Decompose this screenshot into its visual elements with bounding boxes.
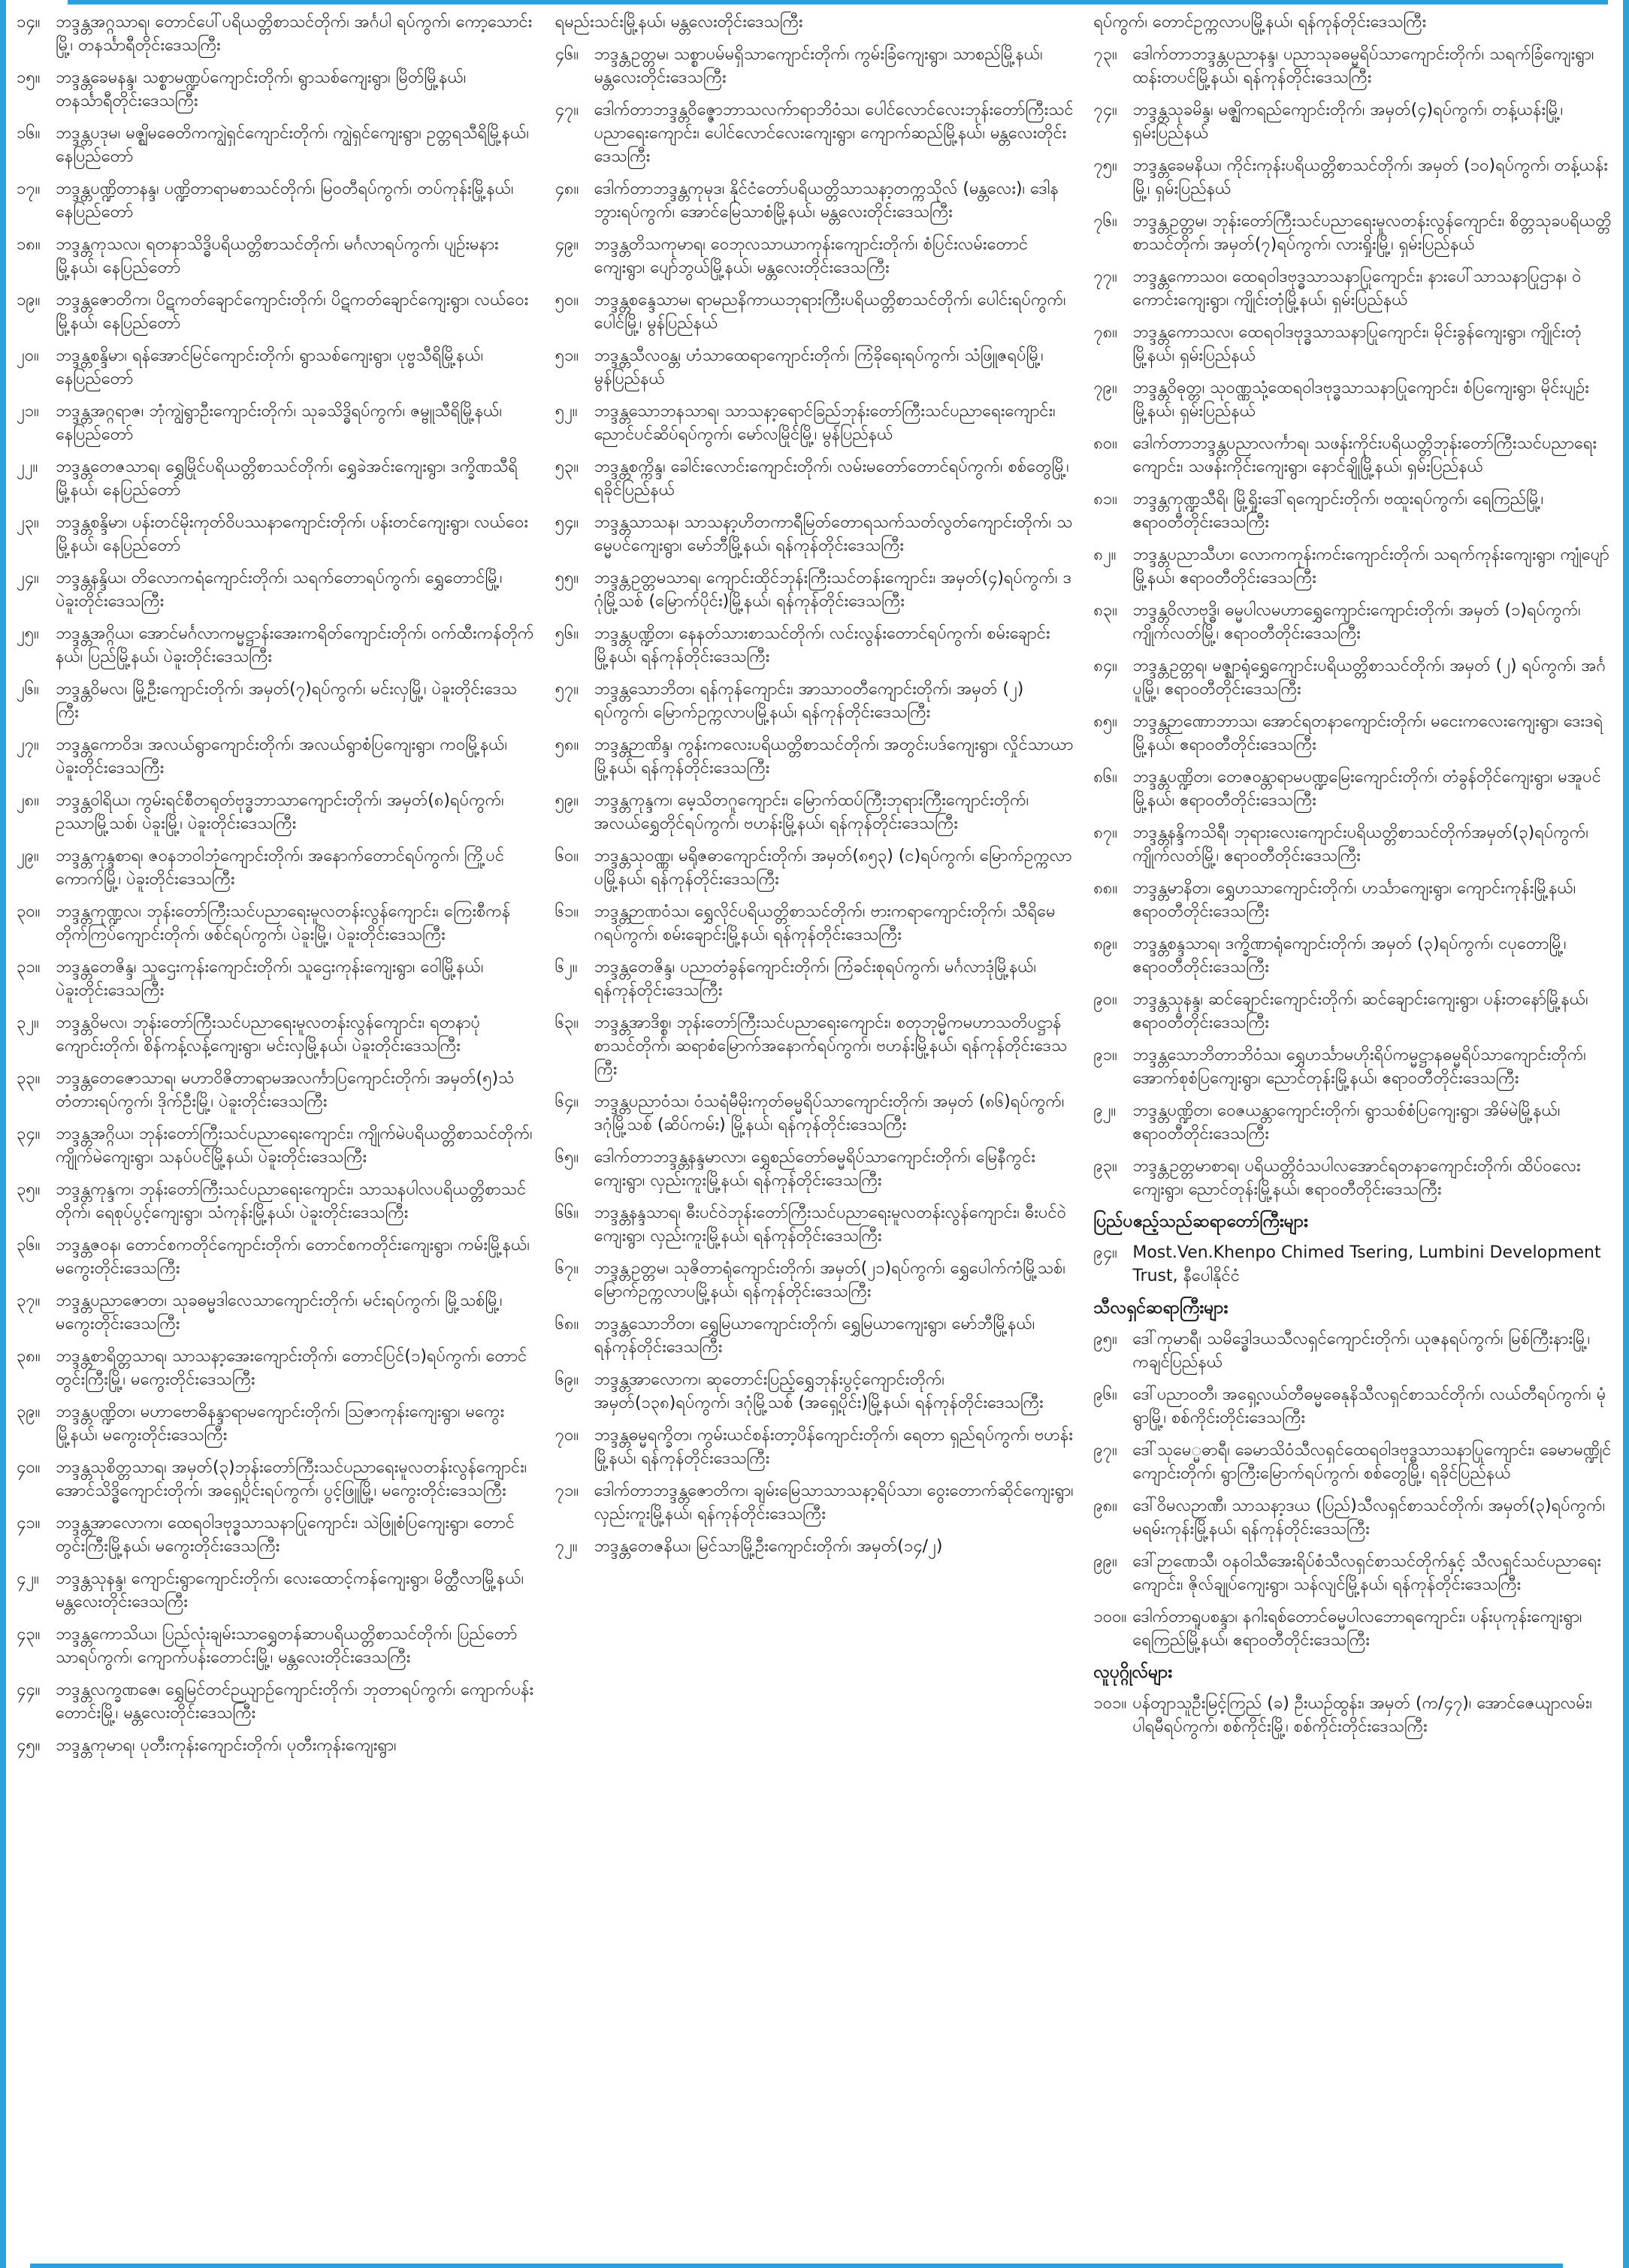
list-item [555, 344, 1074, 391]
list-item [555, 1368, 1074, 1415]
entry-text: ဘဒ္ဒန္တဇောတိက၊ ပိဋကတ်ချောင်ကျောင်းတိုက်၊ ပိဋကတ်ချောင်ကျေးရွာ၊ လယ်ဝေးမြို့နယ်၊ နေပြည်တော် [56, 291, 529, 333]
entry-number: ၈၄။ [1093, 657, 1117, 675]
entry-text: ဘဒ္ဒန္တဉာဏောဘာသ၊ အောင်ရတနာကျောင်းတိုက်၊ မငေးကလေးကျေးရွာ၊ ဒေးဒရဲမြို့နယ်၊ ဧရာဝတီတိုင်းဒေသကြီး [1132, 712, 1603, 754]
entry-number: ၅၇။ [555, 680, 579, 699]
list-item [1093, 1099, 1612, 1146]
entry-number: ၈၈။ [1093, 879, 1118, 898]
entry-text: ဘဒ္ဒန္တဥတ္တရ၊ မဇ္ဈာရုံရွှေကျောင်းပရိယတ္တိစာသင်တိုက်၊ အမှတ် (၂) ရပ်ကွက်၊ အင်္ဂပူမြို့၊ ဧရာဝတီတိုင်းဒေသကြီး [1132, 657, 1606, 699]
entry-number: ၂၁။ [17, 402, 39, 421]
entry-text: ဒေါ်ပညာဝတီ၊ အရှေ့လယ်တီဓမ္မဓေနုနိသီလရှင်စာသင်တိုက်၊ လယ်တီရပ်ကွက်၊ မုံရွာမြို့၊ စစ်ကိုင်းတိုင်းဒေသကြီး [1132, 1385, 1606, 1427]
list-item [1093, 988, 1612, 1034]
entry-text: ဒေါ်သုမေ္မဓာရီ၊ ခေမာသိဝံသီလရှင်ထေရဝါဒဗုဒ္ဓသာသနာပြုကျောင်း၊ ခေမာမဏ္ဍိုင်ကျောင်းတိုက်၊ ရွာကြီးမြောက်ရပ်ကွက်၊ စစ်တွေမြို့၊ ရခိုင်ပြည်နယ် [1132, 1441, 1612, 1483]
list-item [17, 956, 536, 1002]
list-item [1093, 766, 1612, 812]
list-item [555, 1201, 1074, 1248]
list-item [17, 1456, 536, 1502]
entry-text: Most.Ven.Khenpo Chimed Tsering, Lumbini Development Trust, နီပေါနိုင်ငံ [1132, 1243, 1601, 1285]
entry-text: ဒေါက်တာဘဒ္ဒန္တဇောတိက၊ ချမ်းမြေသာသာသနာ့ရိပ်သာ၊ ဝွေးတောက်ဆိုင်ကျေးရွာ၊ လှည်းကူးမြို့နယ်၊ ရန်ကုန်တိုင်းဒေသကြီး [594, 1481, 1074, 1524]
list-item [1093, 1494, 1612, 1541]
list-item [17, 400, 536, 446]
entry-number: ၆၄။ [555, 1092, 579, 1111]
entry-text: ဘဒ္ဒန္တတေဇိန္ဒ၊ သူဌေးကုန်းကျောင်းတိုက်၊ သူဌေးကုန်းကျေးရွာ၊ ဝေါမြို့နယ်၊ ပဲခူးတိုင်းဒေသကြီး [56, 958, 484, 1000]
entry-number: ၃၆။ [17, 1236, 41, 1255]
list-item [17, 1734, 536, 1757]
entry-text: ဘဒ္ဒန္တသုနန္ဒ၊ ကျောင်းရွာကျောင်းတိုက်၊ လေးထောင့်ကန်ကျေးရွာ၊ မိတ္ထီလာမြို့နယ်၊ မန္တလေးတိုင်းဒေသကြီး [56, 1569, 524, 1611]
list-item [555, 511, 1074, 557]
entry-text: ဘဒ္ဒန္တသီလဝန္တ၊ ဟံသာထေရာကျောင်းတိုက်၊ ကြံခိုရေးရပ်ကွက်၊ သံဖြူဇရပ်မြို့၊ မွန်ပြည်နယ် [594, 346, 1044, 388]
list-item [17, 789, 536, 835]
entry-number: ၃၈။ [17, 1347, 41, 1366]
entry-text: ဘဒ္ဒန္တသောဘနသာရ၊ သာသနာ့ရောင်ခြည်ဘုန်းတော်ကြီးသင်ပညာရေးကျောင်း၊ ညောင်ပင်ဆိပ်ရပ်ကွက်၊ မော်လမြိုင်မြို့၊ မွန်ပြည်နယ် [594, 402, 1056, 444]
entry-number: ၂၅။ [17, 624, 39, 643]
entry-number: ၅၅။ [555, 569, 579, 587]
entry-number: ၉၅။ [1093, 1330, 1117, 1348]
list-item [1093, 432, 1612, 479]
list-item [1093, 1043, 1612, 1090]
entry-text: ဘဒ္ဒန္တပဏ္ဍိတ၊ မဟာဗောဓိနန္ဒာရာမကျောင်းတိုက်၊ ဩဇာကုန်းကျေးရွာ၊ မကွေးမြို့နယ်၊ မကွေးတိုင်းဒေသကြီး [56, 1403, 505, 1445]
entry-text: ဘဒ္ဒန္တအဂ္ဂရာဇ၊ ဘုံကျွဲရွာဦးကျောင်းတိုက်၊ သုခသိဒ္ဓိရပ်ကွက်၊ ဇမ္ဗူသီရိမြို့နယ်၊ နေပြည်တော် [56, 402, 503, 444]
list-item [1093, 1550, 1612, 1596]
entry-number: ၆၉။ [555, 1370, 579, 1389]
entry-number: ၁၇။ [17, 180, 41, 198]
entry-text: ဘဒ္ဒန္တပညာဇောတ၊ သုခဓမ္မဒါလေသာကျောင်းတိုက်၊ မင်းရပ်ကွက်၊ မြို့သစ်မြို့၊ မကွေးတိုင်းဒေသကြီး [56, 1291, 503, 1333]
list-item [17, 1289, 536, 1336]
entry-text: ဘဒ္ဒန္တတေဇနိယ၊ မြင်သာမြို့ဦးကျောင်းတိုက်၊ အမှတ်(၁၄/၂) [594, 1537, 943, 1556]
list-item [555, 1257, 1074, 1303]
list-item [555, 400, 1074, 446]
entry-number: ၂၉။ [17, 847, 39, 865]
list-item [1093, 1241, 1612, 1288]
list-item [1093, 488, 1612, 534]
entry-number: ၅၀။ [555, 291, 579, 310]
entry-text: ဘဒ္ဒန္တကောသဝ၊ ထေရဝါဒဗုဒ္ဓသာသနာပြုကျောင်း၊ နားပေါ်သာသနာပြုဌာန၊ ဝဲကောင်းကျေးရွာ၊ ကျိုင်းတုံမြို့နယ်၊ ရှမ်းပြည်နယ် [1132, 267, 1582, 310]
entry-text: ဒေါက်တာဘဒ္ဒန္တကုမုဒ၊ နိုင်ငံတော်ပရိယတ္တိသာသနာ့တက္ကသိုလ် (မန္တလေး)၊ ဒေါနဘွားရပ်ကွက်၊ အောင်မြေသာစံမြို့နယ်၊ မန္တလေးတိုင်းဒေသကြီး [594, 180, 1059, 222]
frame-left-border [0, 0, 6, 2268]
entry-number: ၆၆။ [555, 1203, 579, 1222]
entry-text: ဘဒ္ဒန္တပညာသီဟ၊ လောကကုန်းကင်းကျောင်းတိုက်၊ သရက်ကုန်းကျေးရွာ၊ ကျုံပျော်မြို့နယ်၊ ဧရာဝတီတိုင်းဒေသကြီး [1132, 545, 1609, 587]
entry-number: ၅၆။ [555, 624, 579, 643]
list-item [17, 455, 536, 502]
entry-number: ၈၅။ [1093, 712, 1117, 731]
list-item [17, 622, 536, 669]
entry-number: ၆၈။ [555, 1315, 579, 1333]
entry-text: ဘဒ္ဒန္တဥတ္တမသာရ၊ ကျောင်းထိုင်ဘုန်းကြီးသင်တန်းကျောင်း၊ အမှတ်(၄)ရပ်ကွက်၊ ဒဂုံမြို့သစ် (မြောက်ပိုင်း)မြို့နယ်၊ ရန်ကုန်တိုင်းဒေသကြီး [594, 569, 1072, 611]
entry-number: ၆၅။ [555, 1148, 579, 1167]
list-item [1093, 710, 1612, 757]
list-item [1093, 877, 1612, 923]
list-item [17, 566, 536, 613]
entry-text: ဘဒ္ဒန္တတေဇိန္ဒ၊ ပညာတံခွန်ကျောင်းတိုက်၊ ကြံခင်းစုရပ်ကွက်၊ မင်္ဂလာဒုံမြို့နယ်၊ ရန်ကုန်တိုင်းဒေသကြီး [594, 958, 1037, 1000]
entry-text: ဘဒ္ဒန္တကုဏ္ဍသီရိ၊ မြို့ရှိုးဒေါ်ရကျောင်းတိုက်၊ ဗထူးရပ်ကွက်၊ ရေကြည်မြို့၊ ဧရာဝတီတိုင်းဒေသကြီး [1132, 490, 1544, 532]
entry-text: ဒေါက်တာရူပစန္ဒာ၊ နဂါးရစ်တောင်ဓမ္မပါလဘောရကျောင်း၊ ပန်းပုကုန်းကျေးရွာ၊ ရေကြည်မြို့နယ်၊ ဧရာဝတီတိုင်းဒေသကြီး [1132, 1608, 1582, 1650]
list-item [17, 233, 536, 279]
list-item [1093, 1383, 1612, 1430]
list-item [1093, 98, 1612, 145]
entry-number: ၉၄။ [1093, 1243, 1117, 1262]
entry-number: ၄၆။ [555, 45, 579, 64]
entry-text: ဘဒ္ဒန္တအာဒိစ္စ၊ ဘုန်းတော်ကြီးသင်ပညာရေးကျောင်း၊ စတုဘုမ္မိကမဟာသတိပဋ္ဌာန်စာသင်တိုက်၊ ဆရာစံမြောက်အနောက်ရပ်ကွက်၊ ဗဟန်းမြို့နယ်၊ ရန်ကုန်တိုင်းဒေသကြီး [594, 1013, 1068, 1079]
list-item [555, 233, 1074, 279]
entry-text: ဒေါက်တာဘဒ္ဒန္တနန္ဒမာလာ၊ ရွှေစည်တော်ဓမ္မရိပ်သာကျောင်းတိုက်၊ မြေနီကွင်းကျေးရွာ၊ လှည်းကူးမြို့နယ်၊ ရန်ကုန်တိုင်းဒေသကြီး [594, 1148, 1035, 1190]
list-item [555, 288, 1074, 335]
entry-text: ဒေါ်ဉာဏေသီ၊ ဝနဝါသီအေးရိပ်စံသီလရှင်စာသင်တိုက်နှင့် သီလရှင်သင်ပညာရေးကျောင်း၊ ဇိုလ်ချုပ်ကျေးရွာ၊ သန်လျင်မြို့နယ်၊ ရန်ကုန်တိုင်းဒေသကြီး [1132, 1552, 1601, 1594]
list-item [17, 1567, 536, 1614]
entry-text: ဘဒ္ဒန္တသုနန္ဒ၊ ဆင်ချောင်းကျောင်းတိုက်၊ ဆင်ချောင်းကျေးရွာ၊ ပန်းတနော်မြို့နယ်၊ ဧရာဝတီတိုင်းဒေသကြီး [1132, 990, 1588, 1032]
frame-bottom-border [30, 2263, 1563, 2268]
entry-number: ၄၉။ [555, 235, 579, 254]
entry-text: ဘဒ္ဒန္တကုန္ဒက၊ ဘုန်းတော်ကြီးသင်ပညာရေးကျောင်း၊ သာသနပါလပရိယတ္တိစာသင်တိုက်၊ ရေစုပ်ပွင့်ကျေးရွာ၊ သံကုန်းမြို့နယ်၊ ပဲခူးတိုင်းဒေသကြီး [56, 1180, 527, 1222]
entry-number: ၃၇။ [17, 1291, 41, 1310]
entry-text: ဘဒ္ဒန္တမာနိတ၊ ရွှေဟသာကျောင်းတိုက်၊ ဟင်္သာကျေးရွာ၊ ကျောင်းကုန်းမြို့နယ်၊ ဧရာဝတီတိုင်းဒေသကြီး [1132, 879, 1576, 921]
entry-text: ဘဒ္ဒန္တဥတ္တမ၊ သစ္စာပမ်မရှိသာကျောင်းတိုက်၊ ကွမ်းခြံကျေးရွာ၊ သာစည်မြို့နယ်၊ မန္တလေးတိုင်းဒေသကြီး [594, 45, 1043, 87]
entry-number: ၁၀၀။ [1093, 1608, 1127, 1626]
entry-number: ၇၅။ [1093, 156, 1117, 175]
section-heading: ပြည်ပဧည့်သည်ဆရာတော်ကြီးများ [1093, 1212, 1308, 1231]
entry-text: ဘဒ္ဒန္တဥတ္တမာစာရ၊ ပရိယတ္တိဝံသပါလအောင်ရတနာကျောင်းတိုက်၊ ထိပ်ဝလေးကျေးရွာ၊ ညောင်တုန်းမြို့နယ်၊ ဧရာဝတီတိုင်းဒေသကြီး [1132, 1157, 1581, 1199]
entry-text: ဘဒ္ဒန္တဝိမလ၊ ဘုန်းတော်ကြီးသင်ပညာရေးမူလတန်းလွန်ကျောင်း၊ ရတနာပုံကျောင်းတိုက်၊ စိန်ကန့်လန့်ကျေးရွာ၊ မင်းလှမြို့နယ်၊ ပဲခူးတိုင်းဒေသကြီး [56, 1013, 481, 1055]
entry-text: ဘဒ္ဒန္တကုန္ဒက၊ မေ့သိတဂူကျောင်း၊ မြောက်ထပ်ကြီးဘုရားကြီးကျောင်းတိုက်၊ အလယ်ရွှေတိုင်ရပ်ကွက်၊ ဗဟန်းမြို့နယ်၊ ရန်ကုန်တိုင်းဒေသကြီး [594, 791, 1029, 833]
entry-text: ဘဒ္ဒန္တအာလောက၊ ထေရဝါဒဗုဒ္ဓသာသနာပြုကျောင်း၊ သဲဖြူစံပြကျေးရွာ၊ တောင်တွင်းကြီးမြို့နယ်၊ မကွေးတိုင်းဒေသကြီး [56, 1514, 515, 1556]
entry-number: ၂၈။ [17, 791, 40, 810]
entry-text: ဘဒ္ဒန္တသုစိတ္တသာရ၊ အမှတ်(၃)ဘုန်းတော်ကြီးသင်ပညာရေးမူလတန်းလွန်ကျောင်း၊ အောင်သိဒ္ဓိကျောင်းတိုက်၊ အရှေ့ပိုင်းရပ်ကွက်၊ ပွင့်ဖြူမြို့၊ မကွေးတိုင်းဒေသကြီး [56, 1458, 527, 1500]
entry-number: ၄၀။ [17, 1458, 41, 1477]
list-item [555, 43, 1074, 89]
entry-text: ဘဒ္ဒန္တကုမာရ၊ ပုတီးကုန်းကျောင်းတိုက်၊ ပုတီးကုန်းကျေးရွာ၊ [56, 1736, 397, 1755]
entry-number: ၈၉။ [1093, 935, 1117, 953]
document-columns [17, 11, 1612, 2260]
entry-text: ဘဒ္ဒန္တစန္ဒိမာ၊ ပန်းတင်မိုးကုတ်ဝိပဿနာကျောင်းတိုက်၊ ပန်းတင်ကျေးရွာ၊ လယ်ဝေးမြို့နယ်၊ နေပြည်တော် [56, 513, 528, 555]
list-item [1093, 1327, 1612, 1374]
list-item [555, 733, 1074, 780]
entry-number: ၉၉။ [1093, 1552, 1117, 1571]
entry-text: ဘဒ္ဒန္တစန္ဒသာရ၊ ဒက္ခိဏာရုံကျောင်းတိုက်၊ အမှတ် (၃)ရပ်ကွက်၊ ငပုတောမြို့၊ ဧရာဝတီတိုင်းဒေသကြီး [1132, 935, 1567, 977]
list-item [17, 288, 536, 335]
entry-text: ဘဒ္ဒန္တဝိလာဗုဒ္ဓိ၊ ဓမ္မပါလမဟာရွှေကျောင်းကျောင်းတိုက်၊ အမှတ် (၁)ရပ်ကွက်၊ ကျိုက်လတ်မြို့၊ ဧရာဝတီတိုင်းဒေသကြီး [1132, 601, 1581, 643]
entry-number: ၉၁။ [1093, 1046, 1117, 1065]
entry-number: ၁၅။ [17, 68, 41, 87]
entry-text: ဘဒ္ဒန္တစာရိတ္တသာရ၊ သာသနာ့အေးကျောင်းတိုက်၊ တောင်ပြင်(၁)ရပ်ကွက်၊ တောင်တွင်းကြီးမြို့၊ မကွေးတိုင်းဒေသကြီး [56, 1347, 527, 1389]
entry-text: ဘဒ္ဒန္တခေမနိယ၊ ကိုင်းကုန်းပရိယတ္တိစာသင်တိုက်၊ အမှတ် (၁၀)ရပ်ကွက်၊ တန့်ယန်းမြို့၊ ရှမ်းပြည်နယ် [1132, 156, 1608, 198]
entry-number: ၆၀။ [555, 847, 579, 865]
list-item [555, 678, 1074, 724]
entry-number: ၂၃။ [17, 513, 39, 532]
entry-number: ၁၄။ [17, 13, 41, 32]
entry-text: ဘဒ္ဒန္တဇဝန၊ တောင်စကတိုင်ကျောင်းတိုက်၊ တောင်စကတိုင်းကျေးရွာ၊ ကမ်းမြို့နယ်၊ မကွေးတိုင်းဒေသကြီး [56, 1236, 530, 1278]
list-item [1093, 932, 1612, 979]
entry-number: ၃၅။ [17, 1180, 41, 1199]
entry-number: ၈၁။ [1093, 490, 1117, 509]
entry-text: ဘဒ္ဒန္တသုဝဏ္ဏ၊ မရိုဇဓာကျောင်းတိုက်၊ အမှတ်(၈၅၃) (င)ရပ်ကွက်၊ မြောက်ဥက္ကလာပမြို့နယ်၊ ရန်ကုန်တိုင်းဒေသကြီး [594, 847, 1072, 889]
list-item [17, 900, 536, 947]
entry-text: ဘဒ္ဒန္တနန္ဒသာရ၊ ဓီးပင်ဝဲဘုန်းတော်ကြီးသင်ပညာရေးမူလတန်းလွန်ကျောင်း၊ ဓီးပင်ဝဲကျေးရွာ၊ လှည်းကူးမြို့နယ်၊ ရန်ကုန်တိုင်းဒေသကြီး [594, 1203, 1067, 1246]
entry-text: ဒေါက်တာဘဒ္ဒန္တပညာနန္ဒ၊ ပညာသုခဓမ္မရိပ်သာကျောင်းတိုက်၊ သရက်ခြံကျေးရွာ၊ ထန်းတပင်မြို့နယ်၊ ရန်ကုန်တိုင်းဒေသကြီး [1132, 45, 1594, 87]
list-item [1093, 543, 1612, 590]
entry-number: ၆၂။ [555, 958, 578, 977]
list-item [555, 900, 1074, 947]
section-heading: သီလရှင်ဆရာကြီးများ [1093, 1298, 1229, 1318]
list-item [17, 1122, 536, 1169]
entry-number: ၇၂။ [555, 1537, 578, 1556]
entry-number: ၇၉။ [1093, 379, 1117, 397]
entry-text: ဒေါက်တာဘဒ္ဒန္တပညာလင်္ကာရ၊ သဖန်းကိုင်းပရိယတ္တိဘုန်းတော်ကြီးသင်ပညာရေးကျောင်း၊ သဖန်းကိုင်းကျေးရွာ၊ နောင်ချိုမြို့နယ်၊ ရှမ်းပြည်နယ် [1132, 434, 1597, 476]
list-item [17, 344, 536, 391]
list-item [555, 455, 1074, 502]
entry-number: ၃၂။ [17, 1013, 39, 1032]
entry-number: ၂၂။ [17, 458, 38, 476]
list-item [555, 1535, 1074, 1558]
entry-number: ၇၆။ [1093, 212, 1117, 231]
list-item [17, 177, 536, 224]
entry-text: ဘဒ္ဒန္တကုသလ၊ ရတနာသိဒ္ဓိပရိယတ္တိစာသင်တိုက်၊ မင်္ဂလာရပ်ကွက်၊ ပျဉ်းမနားမြို့နယ်၊ နေပြည်တော် [56, 235, 499, 277]
list-item [1093, 154, 1612, 201]
list-item [555, 1424, 1074, 1470]
entry-number: ၈၆။ [1093, 768, 1117, 787]
entry-text: ဘဒ္ဒန္တသောဘိတ၊ ရွှေမြယာကျောင်းတိုက်၊ ရွှေမြယာကျေးရွာ၊ မော်ဘီမြို့နယ်၊ ရန်ကုန်တိုင်းဒေသကြီး [594, 1315, 1035, 1357]
entry-number: ၉၃။ [1093, 1157, 1117, 1176]
entry-number: ၅၂။ [555, 402, 578, 421]
list-item [555, 177, 1074, 224]
entry-text: ဘဒ္ဒန္တဝါရိယ၊ ကွမ်းရင်စီတရုတ်ဗုဒ္ဓဘာသာကျောင်းတိုက်၊ အမှတ်(၈)ရပ်ကွက်၊ ဥဿာမြို့သစ်၊ ပဲခူးမြို့၊ ပဲခူးတိုင်းဒေသကြီး [56, 791, 504, 833]
list-item [555, 956, 1074, 1002]
list-item [17, 511, 536, 557]
continued-text: ရမည်းသင်းမြို့နယ်၊ မန္တလေးတိုင်းဒေသကြီး [555, 13, 803, 32]
continued-text: ရပ်ကွက်၊ တောင်ဥက္ကလာပမြို့နယ်၊ ရန်ကုန်တိုင်းဒေသကြီး [1093, 13, 1427, 32]
list-item [555, 1312, 1074, 1359]
column-1 [17, 11, 536, 2260]
entry-number: ၂၆။ [17, 680, 39, 699]
entry-text: ဘဒ္ဒန္တအဂ္ဂိယ၊ အောင်မင်္ဂလာကမ္မဋ္ဌာန်းအေးကရိတ်ကျောင်းတိုက်၊ ဝက်ထီးကန်တိုက်နယ်၊ ပြည်မြို့နယ်၊ ပဲခူးတိုင်းဒေသကြီး [56, 624, 534, 666]
entry-text: ဘဒ္ဒန္တဓမ္မရက္ခိတ၊ ကွမ်းယင်စန်းတာ့ပိန်ကျောင်းတိုက်၊ ရေတာ ရှည်ရပ်ကွက်၊ ဗဟန်းမြို့နယ်၊ ရန်ကုန်တိုင်းဒေသကြီး [594, 1426, 1073, 1468]
list-item [555, 844, 1074, 891]
entry-number: ၄၁။ [17, 1514, 41, 1533]
list-item [1093, 599, 1612, 645]
entry-number: ၆၃။ [555, 1013, 579, 1032]
entry-number: ၇၀။ [555, 1426, 579, 1445]
entry-number: ၇၃။ [1093, 45, 1117, 64]
frame-right-border [1623, 0, 1629, 2268]
list-item [1093, 321, 1612, 367]
list-item [17, 1511, 536, 1558]
entry-text: ဘဒ္ဒန္တတေဇောသာရ၊ မဟာဝိဇိတာရာမအလင်္ကာပြကျောင်းတိုက်၊ အမှတ်(၅)သံတံတားရပ်ကွက်၊ ဒိုက်ဦးမြို့၊ ပဲခူးတိုင်းဒေသကြီး [56, 1069, 515, 1111]
entry-number: ၉၀။ [1093, 990, 1117, 1009]
list-item [555, 622, 1074, 669]
entry-text: ဘဒ္ဒန္တတိသကုမာရ၊ ဝေဘုလသာယာကုန်းကျောင်းတိုက်၊ စံပြင်းလမ်းတောင်ကျေးရွာ၊ ပျော်ဘွယ်မြို့နယ်၊ မန္တလေးတိုင်းဒေသကြီး [594, 235, 1029, 277]
entry-text: ဘဒ္ဒန္တပဏ္ဍိတ၊ ဝေဇယန္တာကျောင်းတိုက်၊ ရွာသစ်စံပြကျေးရွာ၊ အိမ်မဲမြို့နယ်၊ ဧရာဝတီတိုင်းဒေသကြီး [1132, 1101, 1561, 1143]
entry-number: ၂၀။ [17, 346, 39, 365]
entry-text: ဘဒ္ဒန္တဉာဏိန္ဒ၊ ကွန်းကလေးပရိယတ္တိစာသင်တိုက်၊ အတွင်းပဒ်ကျေးရွာ၊ လှိုင်သာယာမြို့နယ်၊ ရန်ကုန်တိုင်းဒေသကြီး [594, 735, 1074, 778]
entry-number: ၁၆။ [17, 124, 41, 143]
entry-text: ဘဒ္ဒန္တဥတ္တမ၊ ဘုန်းတော်ကြီးသင်ပညာရေးမူလတန်းလွန်ကျောင်း၊ စိတ္တသုခပရိယတ္တိစာသင်တိုက်၊ အမှတ်(၇)ရပ်ကွက်၊ လားရှိုးမြို့၊ ရှမ်းပြည်နယ် [1132, 212, 1612, 254]
entry-text: ဘဒ္ဒန္တကောဝိဒ၊ အလယ်ရွာကျောင်းတိုက်၊ အလယ်ရွာစံပြကျေးရွာ၊ ကဝမြို့နယ်၊ ပဲခူးတိုင်းဒေသကြီး [56, 735, 508, 778]
entry-text: ဒေါ်ကုမာရီ၊ သမိဒ္ဓေါဒယသီလရှင်ကျောင်းတိုက်၊ ယုဇနရပ်ကွက်၊ မြစ်ကြီးနားမြို့၊ ကချင်ပြည်နယ် [1132, 1330, 1591, 1372]
entry-text: ဘဒ္ဒန္တပဏ္ဍိတ၊ နေနတ်သားစာသင်တိုက်၊ လင်းလွန်းတောင်ရပ်ကွက်၊ စမ်းချောင်းမြို့နယ်၊ ရန်ကုန်တိုင်းဒေသကြီး [594, 624, 1050, 666]
list-item [555, 98, 1074, 168]
list-item [17, 1400, 536, 1447]
entry-text: ဘဒ္ဒန္တကောသိယ၊ ပြည်လုံးချမ်းသာရွှေတန်ဆာပရိယတ္တိစာသင်တိုက်၊ ပြည်တော်သာရပ်ကွက်၊ ကျောက်ပန်းတောင်းမြို့၊ မန္တလေးတိုင်းဒေသကြီး [56, 1625, 518, 1667]
list-item [17, 844, 536, 891]
entry-number: ၄၅။ [17, 1736, 41, 1755]
list-item [17, 1067, 536, 1113]
list-item [1093, 654, 1612, 701]
entry-number: ၄၄။ [17, 1681, 41, 1699]
entry-text: ဒေါ်ဝိမလဉာဏီ၊ သာသနာ့ဒယ (ပြည်)သီလရှင်စာသင်တိုက်၊ အမှတ်(၃)ရပ်ကွက်၊ မရမ်းကုန်းမြို့နယ်၊ ရန်ကုန်တိုင်းဒေသကြီး [1132, 1496, 1606, 1539]
entry-text: ဒေါက်တာဘဒ္ဒန္တဝိဇ္ဇောဘာသလက်ာရာဘိဝံသ၊ ပေါင်လောင်လေးဘုန်းတော်ကြီးသင်ပညာရေးကျောင်း၊ ပေါင်လောင်လေးကျေးရွာ၊ ကျောက်ဆည်မြို့နယ်၊ မန္တလေးတိုင်းဒေသကြီး [594, 101, 1074, 166]
list-item [1093, 265, 1612, 312]
entry-text: ဘဒ္ဒန္တပဏ္ဍိတ၊ တေဇဝန္တာရာမပဏ္ဍမြေးကျောင်းတိုက်၊ တံခွန်တိုင်ကျေးရွာ၊ မအူပင်မြို့နယ်၊ ဧရာဝတီတိုင်းဒေသကြီး [1132, 768, 1601, 810]
list-item [555, 1146, 1074, 1192]
entry-text: ဘဒ္ဒန္တပဏ္ဍိတာနန္ဒ၊ ပဏ္ဍိတာရာမစာသင်တိုက်၊ မြဝတီရပ်ကွက်၊ တပ်ကုန်းမြို့နယ်၊ နေပြည်တော် [56, 180, 514, 222]
entry-text: ဘဒ္ဒန္တခေမနန္ဒ၊ သစ္စာမဏ္ဍပ်ကျောင်းတိုက်၊ ရွာသစ်ကျေးရွာ၊ မြိတ်မြို့နယ်၊ တနင်္သာရီတိုင်းဒေသကြီး [56, 68, 467, 110]
entry-number: ၅၄။ [555, 513, 579, 532]
entry-text: ဘဒ္ဒန္တစန္ဒိမာ၊ ရန်အောင်မြင်ကျောင်းတိုက်၊ ရွာသစ်ကျေးရွာ၊ ပုဗ္ဗသီရိမြို့နယ်၊ နေပြည်တော် [56, 346, 484, 388]
list-item [1093, 210, 1612, 256]
entry-text: ဘဒ္ဒန္တဥတ္တမ၊ သုဇိတာရုံကျောင်းတိုက်၊ အမှတ်(၂၁)ရပ်ကွက်၊ ရွှေပေါက်ကံမြို့သစ်၊ မြောက်ဥက္ကလာပမြို့နယ်၊ ရန်ကုန်တိုင်းဒေသကြီး [594, 1259, 1065, 1301]
entry-text: ဘဒ္ဒန္တနန္ဒိယ၊ တိလောကရံကျောင်းတိုက်၊ သရက်တောရပ်ကွက်၊ ရွှေတောင်မြို့၊ ပဲခူးတိုင်းဒေသကြီး [56, 569, 503, 611]
entry-number: ၄၃။ [17, 1625, 41, 1644]
entry-text: ဘဒ္ဒန္တစန္ဒေသာမ၊ ရာမညနိကာယဘုရားကြီးပရိယတ္တိစာသင်တိုက်၊ ပေါင်းရပ်ကွက်၊ ပေါင်မြို့၊ မွန်ပြည်နယ် [594, 291, 1066, 333]
list-item [555, 1479, 1074, 1526]
entry-number: ၅၈။ [555, 735, 579, 754]
entry-text: ဘဒ္ဒန္တအဂ္ဂသာရ၊ တောင်ပေါ်ပရိယတ္တိစာသင်တိုက်၊ အင်္ဂပါ ရပ်ကွက်၊ ကော့သောင်းမြို့၊ တနင်္သာရီတိုင်းဒေသကြီး [56, 13, 533, 55]
entry-text: ဘဒ္ဒန္တနန္ဒိကသိရီ၊ ဘုရားလေးကျောင်းပရိယတ္တိစာသင်တိုက်အမှတ်(၃)ရပ်ကွက်၊ ကျိုက်လတ်မြို့၊ ဧရာဝတီတိုင်းဒေသကြီး [1132, 823, 1588, 865]
list-item [1093, 1605, 1612, 1652]
entry-number: ၃၄။ [17, 1125, 41, 1143]
entry-text: ဘဒ္ဒန္တပဒုမ၊ မဇ္ဈိမဓေတိကကျွဲရှင်ကျောင်းတိုက်၊ ကျွဲရှင်ကျေးရွာ၊ ဥတ္တရသီရိမြို့နယ်၊ နေပြည်တော် [56, 124, 529, 166]
entry-text: ဘဒ္ဒန္တအဂ္ဂိယ၊ ဘုန်းတော်ကြီးသင်ပညာရေးကျောင်း၊ ကျိုက်မဲပရိယတ္တိစာသင်တိုက်၊ ကျိုက်မဲကျေးရွာ၊ သနပ်ပင်မြို့နယ်၊ ပဲခူးတိုင်းဒေသကြီး [56, 1125, 533, 1167]
column-2 [555, 11, 1074, 2260]
entry-text: ဘဒ္ဒန္တသောဘိတာဘိဝံသ၊ ရွှေဟင်္သာမဟိုးရိပ်ကမ္မဋ္ဌာနဓမ္မရိပ်သာကျောင်းတိုက်၊ အောက်စုစံပြကျေးရွာ၊ ညောင်တုန်းမြို့နယ်၊ ဧရာဝတီတိုင်းဒေသကြီး [1132, 1046, 1586, 1088]
entry-number: ၁၀၁။ [1093, 1694, 1127, 1713]
entry-text: ဘဒ္ဒန္တသုခမိန္ဒ၊ မဇ္ဈိကရည်ကျောင်းတိုက်၊ အမှတ်(၄)ရပ်ကွက်၊ တန့်ယန်းမြို့၊ ရှမ်းပြည်နယ် [1132, 101, 1564, 143]
entry-number: ၇၁။ [555, 1481, 579, 1500]
entry-number: ၃၃။ [17, 1069, 41, 1088]
entry-text: ပန်တျာသူဦးမြင့်ကြည် (ခ) ဦးယဉ်ထွန်း၊ အမှတ် (က/၄၇)၊ အောင်ဇေယျာလမ်း၊ ပါရမီရပ်ကွက်၊ စစ်ကိုင်းမြို့၊ စစ်ကိုင်းတိုင်းဒေသကြီး [1132, 1694, 1593, 1736]
list-item [555, 1090, 1074, 1137]
entry-number: ၈၂။ [1093, 545, 1117, 564]
list-item [17, 1234, 536, 1280]
entry-text: ဘဒ္ဒန္တတေဇသာရ၊ ရွှေမြိုင်ပရိယတ္တိစာသင်တိုက်၊ ရွှေခဲအင်းကျေးရွာ၊ ဒက္ခိဏသီရိမြို့နယ်၊ နေပြည်တော် [56, 458, 518, 500]
entry-number: ၇၄။ [1093, 101, 1117, 119]
entry-number: ၅၁။ [555, 346, 579, 365]
list-item [17, 122, 536, 168]
entry-number: ၉၂။ [1093, 1101, 1117, 1120]
entry-text: ဘဒ္ဒန္တကောသလ၊ ထေရဝါဒဗုဒ္ဓသာသနာပြုကျောင်း၊ မိုင်းခွန်ကျေးရွာ၊ ကျိုင်းတုံမြို့နယ်၊ ရှမ်းပြည်နယ် [1132, 323, 1582, 365]
list-item [1093, 376, 1612, 423]
entry-number: ၈၇။ [1093, 823, 1117, 842]
entry-text: ဘဒ္ဒန္တစက္ကိန္ဒ၊ ခေါင်းလောင်းကျောင်းတိုက်၊ လမ်းမတော်တောင်ရပ်ကွက်၊ စစ်တွေမြို့၊ ရခိုင်ပြည်နယ် [594, 458, 1069, 500]
column-3 [1093, 11, 1612, 2260]
entry-number: ၈၀။ [1093, 434, 1117, 453]
entry-number: ၂၇။ [17, 735, 39, 754]
list-item [17, 11, 536, 57]
entry-text: ဘဒ္ဒန္တဝိမလ၊ မြို့ဦးကျောင်းတိုက်၊ အမှတ်(၇)ရပ်ကွက်၊ မင်းလှမြို့၊ ပဲခူးတိုင်းဒေသကြီး [56, 680, 518, 722]
entry-number: ၃၁။ [17, 958, 41, 977]
list-item [17, 1345, 536, 1391]
list-item [17, 733, 536, 780]
entry-number: ၇၈။ [1093, 323, 1117, 342]
entry-number: ၂၄။ [17, 569, 39, 587]
list-item [1093, 821, 1612, 868]
entry-text: ဘဒ္ဒန္တဝိဓုတ္တ၊ သုဝဏ္ဏသုံ့ထေရဝါဒဗုဒ္ဓသာသနာပြုကျောင်း၊ စံပြကျေးရွာ၊ မိုင်းပျဉ်းမြို့နယ်၊ ရှမ်းပြည်နယ် [1132, 379, 1589, 421]
list-item [17, 1678, 536, 1725]
list-item [17, 1011, 536, 1058]
entry-number: ၈၃။ [1093, 601, 1117, 620]
entry-number: ၅၉။ [555, 791, 579, 810]
entry-number: ၅၃။ [555, 458, 579, 476]
entry-number: ၁၉။ [17, 291, 41, 310]
section-heading: လူပုဂ္ဂိုလ်များ [1093, 1662, 1173, 1682]
entry-text: ဘဒ္ဒန္တလက္ခဏဇေ၊ ရွှေမြင်တင်ဉယျာဉ်ကျောင်းတိုက်၊ ဘုတာရပ်ကွက်၊ ကျောက်ပန်းတောင်းမြို့၊ မန္တလေးတိုင်းဒေသကြီး [56, 1681, 534, 1723]
entry-number: ၄၂။ [17, 1569, 39, 1588]
entry-text: ဘဒ္ဒန္တကုဏ္ဍလ၊ ဘုန်းတော်ကြီးသင်ပညာရေးမူလတန်းလွန်ကျောင်း၊ ကြေးစီကန်တိုက်ကြပ်ကျောင်းတိုက်၊ ဖစ်င်ရပ်ကွက်၊ ပဲခူးမြို့၊ ပဲခူးတိုင်းဒေသကြီး [56, 902, 511, 944]
entry-text: ဘဒ္ဒန္တကုန္ဒစာရ၊ ဇဝနဘဝါဘုံကျောင်းတိုက်၊ အနောက်တောင်ရပ်ကွက်၊ ကြို့ပင်ကောက်မြို့၊ ပဲခူးတိုင်းဒေသကြီး [56, 847, 505, 889]
entry-number: ၆၇။ [555, 1259, 579, 1278]
list-item [1093, 1692, 1612, 1738]
list-item [1093, 1155, 1612, 1201]
list-item [555, 789, 1074, 835]
list-item [17, 1178, 536, 1225]
entry-number: ၇၇။ [1093, 267, 1117, 286]
list-item [1093, 1439, 1612, 1485]
entry-text: ဘဒ္ဒန္တသောဘိတ၊ ရန်ကုန်ကျောင်း၊ အာသာဝတီကျောင်းတိုက်၊ အမှတ် (၂) ရပ်ကွက်၊ မြောက်ဥက္ကလာပမြို့နယ်၊ ရန်ကုန်တိုင်းဒေသကြီး [594, 680, 1024, 722]
entry-text: ဘဒ္ဒန္တပညာဝံသ၊ ဝံသရံမီမိုးကုတ်ဓမ္မရိပ်သာကျောင်းတိုက်၊ အမှတ် (၈၆)ရပ်ကွက်၊ ဒဂုံမြို့သစ် (ဆိပ်ကမ်း) မြို့နယ်၊ ရန်ကုန်တိုင်းဒေသကြီး [594, 1092, 1065, 1134]
entry-text: ဘဒ္ဒန္တဉာဏဝံသ၊ ရွှေလိုင်ပရိယတ္တိစာသင်တိုက်၊ ဗားကရာကျောင်းတိုက်၊ သီရိမေဂရပ်ကွက်၊ စမ်းချောင်းမြို့နယ်၊ ရန်ကုန်တိုင်းဒေသကြီး [594, 902, 1056, 944]
entry-number: ၃၉။ [17, 1403, 41, 1421]
entry-number: ၆၁။ [555, 902, 579, 921]
list-item [17, 678, 536, 724]
entry-number: ၉၈။ [1093, 1496, 1117, 1515]
list-item [555, 1011, 1074, 1081]
entry-number: ၄၈။ [555, 180, 579, 198]
entry-number: ၄၇။ [555, 101, 579, 119]
entry-number: ၁၈။ [17, 235, 41, 254]
frame-top-border [68, 0, 1608, 5]
entry-number: ၉၇။ [1093, 1441, 1117, 1460]
entry-number: ၉၆။ [1093, 1385, 1117, 1404]
list-item [1093, 43, 1612, 89]
list-item [17, 66, 536, 113]
list-item [17, 1623, 536, 1669]
entry-text: ဘဒ္ဒန္တသာသန၊ သာသနာ့ဟိတကာရီမြတ်တောရသက်သတ်လွတ်ကျောင်းတိုက်၊ သမ္မေပင်ကျေးရွာ၊ မော်ဘီမြို့နယ်၊ ရန်ကုန်တိုင်းဒေသကြီး [594, 513, 1073, 555]
list-item [555, 566, 1074, 613]
entry-text: ဘဒ္ဒန္တအာလောက၊ ဆုတောင်းပြည့်ရွှေဘုန်းပွင့်ကျောင်းတိုက်၊ အမှတ်(၁၃၈)ရပ်ကွက်၊ ဒဂုံမြို့သစ် (အရှေ့ပိုင်း)မြို့နယ်၊ ရန်ကုန်တိုင်းဒေသကြီး [594, 1370, 1044, 1412]
entry-number: ၃၀။ [17, 902, 41, 921]
